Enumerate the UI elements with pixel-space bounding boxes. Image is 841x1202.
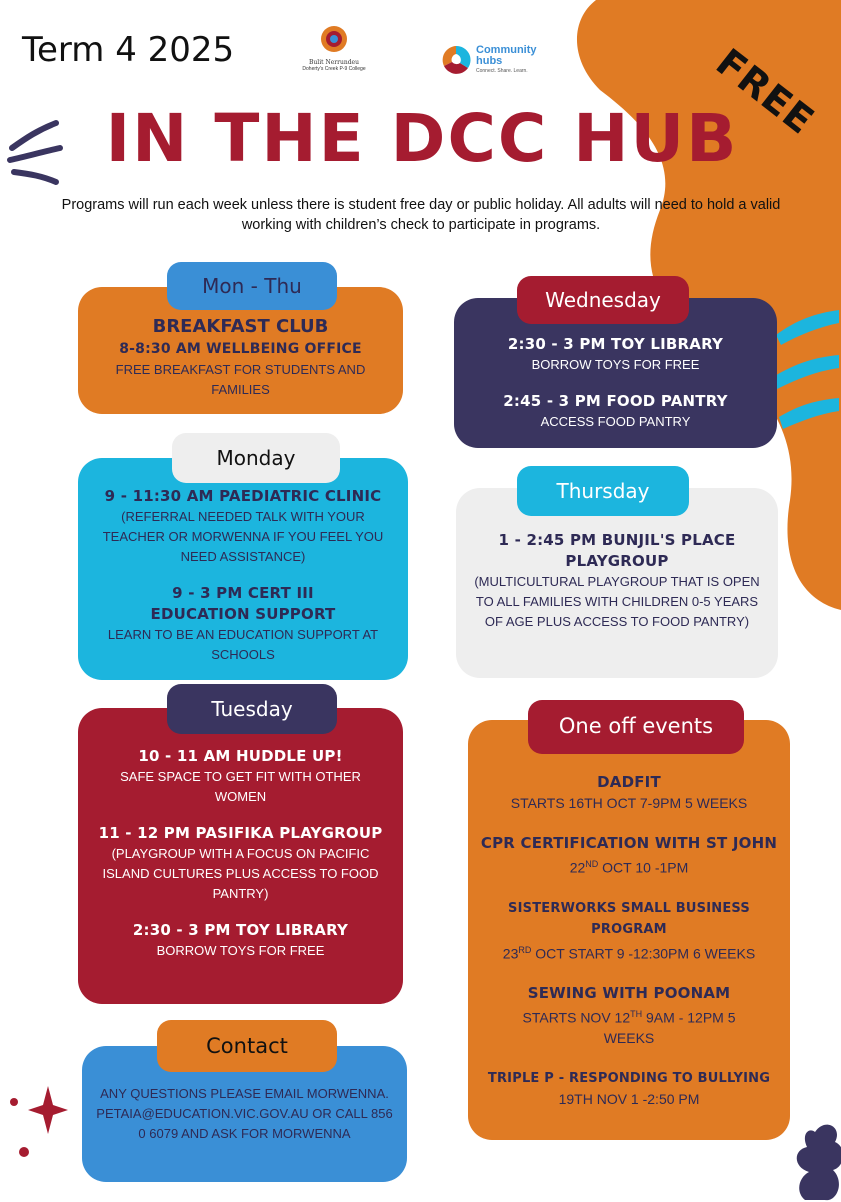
event-item xyxy=(478,898,780,964)
event-detail: 19TH NOV 1 -2:50 PM xyxy=(558,1090,700,1107)
program-title: 2:30 - 3 PM TOY LIBRARY xyxy=(132,921,349,939)
program-title: 2:30 - 3 PM TOY LIBRARY xyxy=(507,335,724,353)
tab-contact-label: Contact xyxy=(206,1034,288,1058)
monday-card xyxy=(78,458,408,680)
breakfast-club-desc: FREE BREAKFAST FOR STUDENTS AND FAMILIES xyxy=(115,362,366,397)
school-logo xyxy=(302,24,366,92)
community-hubs-line2: hubs xyxy=(476,55,503,67)
school-logo-line1: Bulit Nerrundeu xyxy=(309,59,359,66)
program-title: 11 - 12 PM PASIFIKA PLAYGROUP xyxy=(98,824,383,842)
event-title: TRIPLE P - RESPONDING TO BULLYING xyxy=(487,1070,771,1086)
event-day-suffix: ND xyxy=(585,859,599,869)
school-logo-line2: Doherty's Creek P-9 College xyxy=(302,66,366,72)
event-time: OCT START 9 -12:30PM 6 WEEKS xyxy=(531,945,756,962)
intro-text: Programs will run each week unless there is student free day or public holiday. All adults will need to hold a valid working with children’s check to participate in programs. xyxy=(61,197,781,233)
event-title: DADFIT xyxy=(597,773,661,791)
tab-thursday xyxy=(517,466,689,516)
community-hubs-logo xyxy=(440,42,550,82)
wednesday-program-2 xyxy=(466,391,765,432)
event-time: OCT 10 -1PM xyxy=(598,859,689,876)
monday-program-2 xyxy=(90,583,396,665)
contact-text: ANY QUESTIONS PLEASE EMAIL MORWENNA.PETAIA@EDUCATION.VIC.GOV.AU OR CALL 8560 6079 AND ASK FOR MORWENNA xyxy=(96,1086,393,1141)
program-desc: LEARN TO BE AN EDUCATION SUPPORT AT SCHOOLS xyxy=(107,627,379,662)
event-start: STARTS NOV 12 xyxy=(522,1009,631,1026)
one-off-events-card xyxy=(468,720,790,1140)
thursday-card xyxy=(456,488,778,678)
event-detail xyxy=(478,940,780,964)
event-title: SEWING WITH POONAM xyxy=(527,984,731,1003)
breakfast-club-title: BREAKFAST CLUB xyxy=(152,316,329,337)
program-desc: (PLAYGROUP WITH A FOCUS ON PACIFIC ISLAND CULTURES PLUS ACCESS TO FOOD PANTRY) xyxy=(102,846,379,901)
event-title: CPR CERTIFICATION WITH ST JOHN xyxy=(480,834,778,852)
tuesday-card xyxy=(78,708,403,1004)
event-time: 9AM - 12PM 5 WEEKS xyxy=(603,1009,736,1046)
event-item xyxy=(478,983,780,1048)
free-badge-label: FREE xyxy=(707,40,823,144)
program-desc: (REFERRAL NEEDED TALK WITH YOUR TEACHER OR MORWENNA IF YOU FEEL YOU NEED ASSISTANCE) xyxy=(102,509,384,564)
breakfast-club-time: 8-8:30 AM WELLBEING OFFICE xyxy=(119,341,362,357)
monday-program-1 xyxy=(90,486,396,567)
program-desc: SAFE SPACE TO GET FIT WITH OTHER WOMEN xyxy=(120,769,361,804)
navy-blob-decoration xyxy=(785,1122,841,1202)
event-detail: STARTS 16TH OCT 7-9PM 5 WEEKS xyxy=(510,795,748,811)
event-detail xyxy=(478,1004,780,1048)
tab-tuesday-label: Tuesday xyxy=(211,697,293,721)
tab-contact xyxy=(157,1020,337,1072)
tab-monday xyxy=(172,433,340,483)
page-title: IN THE DCC HUB xyxy=(105,100,739,177)
tab-tuesday xyxy=(167,684,337,734)
event-detail xyxy=(478,854,780,878)
event-day: 22 xyxy=(569,859,586,876)
program-desc: (MULTICULTURAL PLAYGROUP THAT IS OPEN TO ALL FAMILIES WITH CHILDREN 0-5 YEARS OF AGE PLUS ACCESS TO FOOD PANTRY) xyxy=(474,574,760,629)
program-title: 1 - 2:45 PM BUNJIL'S PLACE PLAYGROUP xyxy=(498,531,736,570)
tab-one-off-events-label: One off events xyxy=(558,714,714,738)
cyan-stripes-decoration xyxy=(771,305,841,435)
wednesday-program-1 xyxy=(466,334,765,375)
tab-wednesday-label: Wednesday xyxy=(545,288,661,312)
tab-mon-thu-label: Mon - Thu xyxy=(202,274,302,298)
event-item xyxy=(478,833,780,878)
program-desc: ACCESS FOOD PANTRY xyxy=(540,414,691,429)
community-hubs-line1: Community xyxy=(476,44,537,56)
program-desc: BORROW TOYS FOR FREE xyxy=(531,357,700,372)
event-day-suffix: RD xyxy=(518,944,532,955)
event-item xyxy=(478,772,780,813)
event-item xyxy=(478,1068,780,1109)
tab-mon-thu xyxy=(167,262,337,310)
tuesday-program-3 xyxy=(90,920,391,961)
event-day-suffix: TH xyxy=(630,1009,643,1020)
navy-swoosh-decoration xyxy=(6,118,66,188)
program-desc: BORROW TOYS FOR FREE xyxy=(156,943,325,958)
program-title: 2:45 - 3 PM FOOD PANTRY xyxy=(503,392,728,410)
program-title: 9 - 11:30 AM PAEDIATRIC CLINIC xyxy=(104,487,382,505)
tab-wednesday xyxy=(517,276,689,324)
school-emblem-icon xyxy=(319,24,349,54)
tab-monday-label: Monday xyxy=(216,446,296,470)
term-label: Term 4 2025 xyxy=(22,30,235,70)
tab-thursday-label: Thursday xyxy=(556,479,650,503)
tuesday-program-2 xyxy=(90,823,391,904)
tab-one-off-events xyxy=(528,700,744,754)
red-sparkle-decoration xyxy=(0,1080,70,1160)
event-day: 23 xyxy=(502,945,519,962)
tuesday-program-1 xyxy=(90,746,391,807)
community-hubs-tagline: Connect. Share. Learn. xyxy=(476,68,528,74)
community-hubs-icon xyxy=(440,44,472,76)
program-title: 10 - 11 AM HUDDLE UP! xyxy=(138,747,343,765)
event-title: SISTERWORKS SMALL BUSINESS PROGRAM xyxy=(508,900,750,937)
program-title: 9 - 3 PM CERT III EDUCATION SUPPORT xyxy=(150,584,336,623)
